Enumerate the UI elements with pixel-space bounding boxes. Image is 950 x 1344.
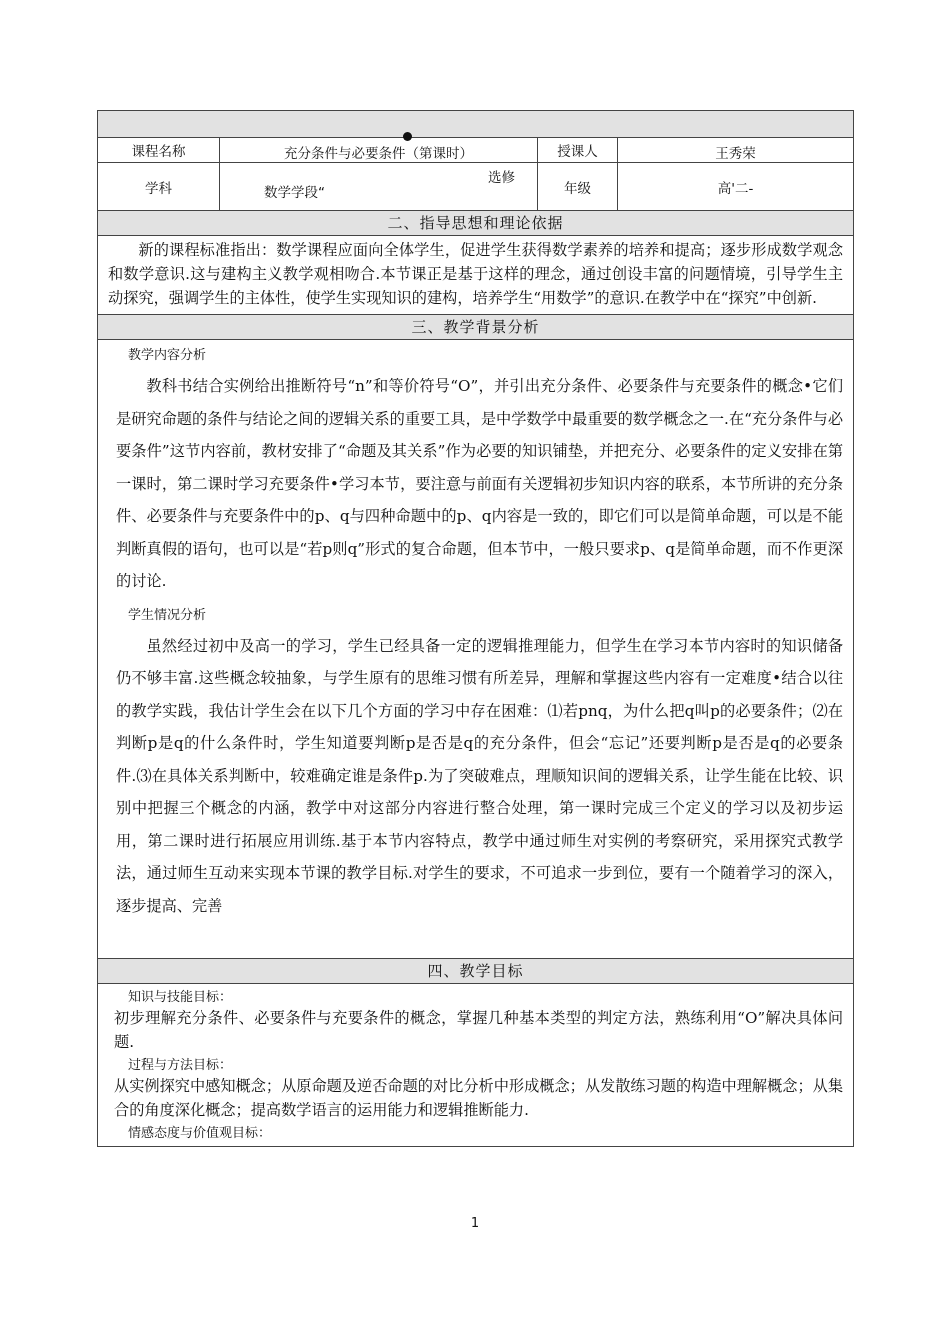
page-number: 1	[470, 1216, 480, 1231]
lesson-plan-page	[97, 110, 853, 1147]
student-analysis-body	[98, 626, 853, 958]
student-analysis-label: 学生情况分析	[128, 607, 207, 623]
section3-heading: 三、教学背景分析	[98, 315, 854, 340]
grade-label: 年级	[538, 163, 618, 211]
course-label: 课程名称	[98, 138, 220, 163]
process-goal-text: 从实例探究中感知概念；从原命题及逆否命题的对比分析中形成概念；从发散练习题的构造中理解概念；从集合的角度深化概念；提高数学语言的运用能力和逻辑推断能力.	[114, 1076, 844, 1119]
subject-label: 学科	[98, 163, 220, 211]
grade-value: 高'二-	[618, 163, 854, 211]
content-analysis-text: 教科书结合实例给出推断符号“n”和等价符号“O”，并引出充分条件、必要条件与充要条件的概念•它们是研究命题的条件与结论之间的逻辑关系的重要工具，是中学数学中最重要的数学概念之一.在“充分条件与必要条件”这节内容前，教材安排了“命题及其关系”作为必要的知识铺垫，并把充分、必要条件的定义安排在第一课时，第二课时学习充要条件•学习本节，要注意与前面有关逻辑初步知识内容的联系，本节所讲的充分条件、必要条件与充要条件中的p、q与四种命题中的p、q内容是一致的，即它们可以是简单命题，可以是不能判断真假的语句，也可以是“若p则q”形式的复合命题，但本节中，一般只要求p、q是简单命题，而不作更深的讨论.	[116, 377, 844, 590]
subject-value: 数学学段“	[264, 185, 325, 201]
teacher-label: 授课人	[538, 138, 618, 163]
section2-body	[98, 236, 854, 315]
section4-heading: 四、教学目标	[98, 958, 854, 983]
section2-text: 新的课程标准指出：数学课程应面向全体学生，促进学生获得数学素养的培养和提高；逐步形成数学观念和数学意识.这与建构主义教学观相吻合.本节课正是基于这样的理念，通过创设丰富的问题情境，引导学生主动探究，强调学生的主体性，使学生实现知识的建构，培养学生“用数学”的意识.在教学中在“探究”中创新.	[108, 241, 844, 307]
content-analysis-label: 教学内容分析	[128, 348, 207, 363]
content-analysis-body	[98, 366, 853, 598]
section2-heading: 二、指导思想和理论依据	[98, 211, 854, 236]
student-analysis-text: 虽然经过初中及高一的学习，学生已经具备一定的逻辑推理能力，但学生在学习本节内容时的知识储备仍不够丰富.这些概念较抽象，与学生原有的思维习惯有所差异，理解和掌握这些内容有一定难度•结合以往的教学实践，我估计学生会在以下几个方面的学习中存在困难：⑴若pnq，为什么把q叫p的必要条件；⑵在判断p是q的什么条件时，学生知道要判断p是否是q的充分条件，但会“忘记”还要判断p是否是q的必要条件.⑶在具体关系判断中，较难确定谁是条件p.为了突破难点，理顺知识间的逻辑关系，让学生能在比较、识别中把握三个概念的内涵，教学中对这部分内容进行整合处理，第一课时完成三个定义的学习以及初步运用，第二课时进行拓展应用训练.基于本节内容特点，教学中通过师生对实例的考察研究，采用探究式教学法，通过师生互动来实现本节课的教学目标.对学生的要求，不可追求一步到位，要有一个随着学习的深入，逐步提高、完善	[116, 636, 844, 915]
top-header-bar	[98, 111, 854, 138]
course-value: 充分条件与必要条件（第课时）	[220, 138, 538, 163]
knowledge-goal-text: 初步理解充分条件、必要条件与充要条件的概念，掌握几种基本类型的判定方法，熟练利用“O”解决具体问题.	[114, 1008, 844, 1051]
subject-cell	[220, 163, 538, 211]
elective-text: 选修	[488, 170, 515, 186]
section4-body	[98, 983, 854, 1146]
section3-body	[98, 340, 854, 959]
process-goal-label: 过程与方法目标：	[128, 1057, 233, 1073]
bullet-dot	[403, 132, 412, 141]
lesson-plan-table	[97, 110, 854, 1147]
teacher-value: 王秀荣	[618, 138, 854, 163]
emotion-goal-label: 情感态度与价值观目标：	[128, 1125, 272, 1141]
knowledge-goal-label: 知识与技能目标：	[128, 989, 233, 1005]
